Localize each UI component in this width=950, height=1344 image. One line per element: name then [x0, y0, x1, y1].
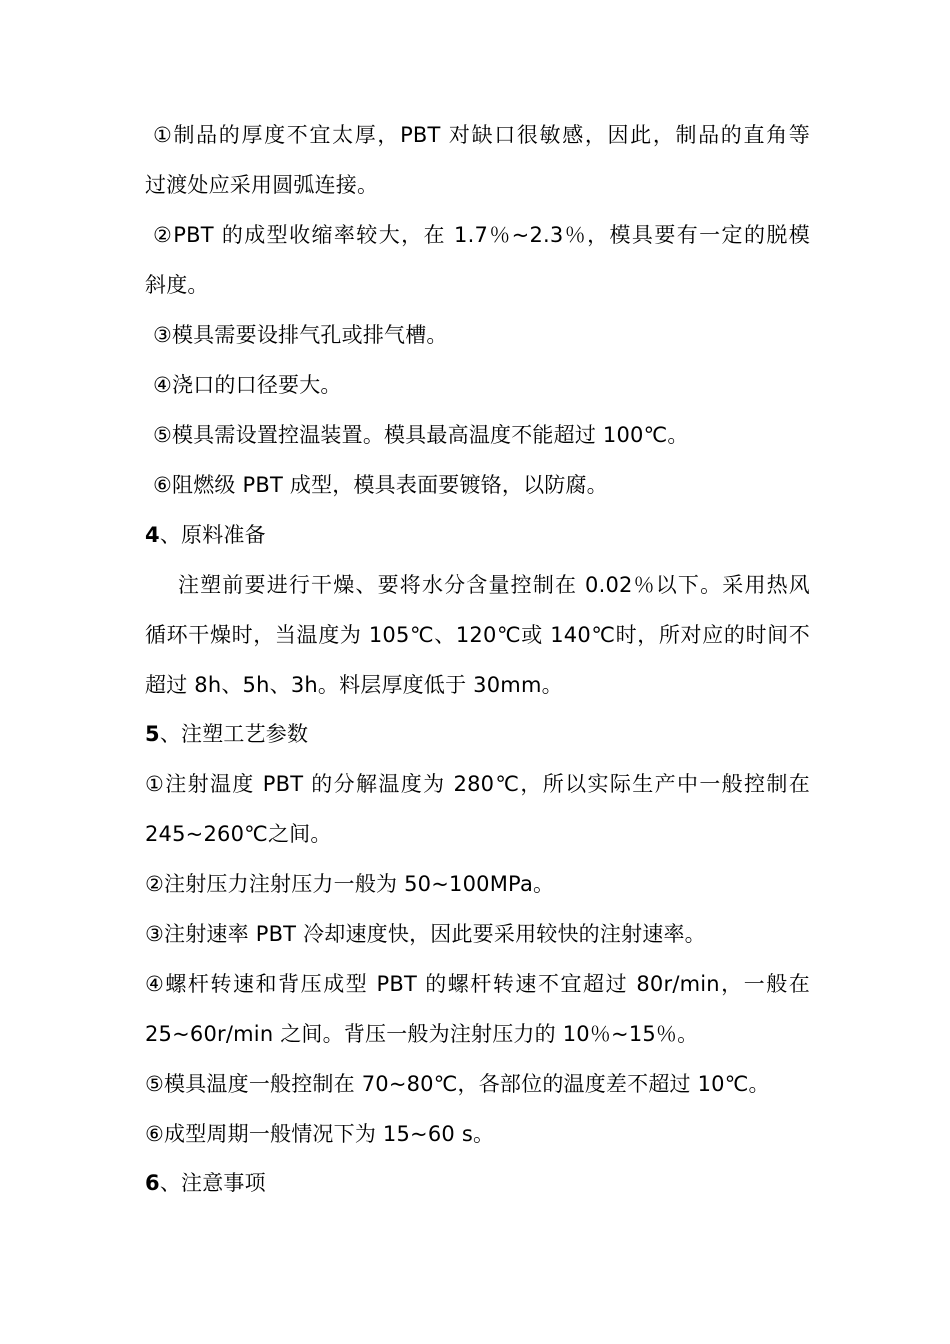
- paragraph-line: ①注射温度 PBT 的分解温度为 280℃，所以实际生产中一般控制在: [145, 772, 810, 796]
- paragraph-line: ①制品的厚度不宜太厚，PBT 对缺口很敏感，因此，制品的直角等: [153, 123, 810, 147]
- paragraph-line: ⑤模具需设置控温装置。模具最高温度不能超过 100℃。: [153, 423, 689, 447]
- paragraph-line: ③模具需要设排气孔或排气槽。: [153, 323, 448, 347]
- paragraph-line: ⑥成型周期一般情况下为 15~60 s。: [145, 1122, 495, 1146]
- paragraph-line: ④螺杆转速和背压成型 PBT 的螺杆转速不宜超过 80r/min，一般在: [145, 972, 810, 996]
- paragraph-line: ⑥阻燃级 PBT 成型，模具表面要镀铬，以防腐。: [153, 473, 608, 497]
- heading-number: 5: [145, 722, 160, 746]
- paragraph-line: ④浇口的口径要大。: [153, 373, 342, 397]
- section-heading-6: [145, 1168, 810, 1198]
- heading-number: 6: [145, 1171, 160, 1195]
- section-heading-5: [145, 719, 810, 749]
- heading-text: 、注意事项: [159, 1171, 266, 1195]
- paragraph-line: 过渡处应采用圆弧连接。: [145, 173, 379, 197]
- paragraph-line: ⑤模具温度一般控制在 70~80℃，各部位的温度差不超过 10℃。: [145, 1072, 770, 1096]
- paragraph-line: 循环干燥时，当温度为 105℃、120℃或 140℃时，所对应的时间不: [145, 623, 810, 647]
- paragraph-line: 注塑前要进行干燥、要将水分含量控制在 0.02％以下。采用热风: [178, 573, 810, 597]
- heading-text: 、注塑工艺参数: [159, 722, 309, 746]
- section-heading-4: [145, 520, 810, 550]
- paragraph-line: 25~60r/min 之间。背压一般为注射压力的 10％~15％。: [145, 1022, 699, 1046]
- paragraph-line: ②注射压力注射压力一般为 50~100MPa。: [145, 872, 555, 896]
- paragraph-line: ②PBT 的成型收缩率较大，在 1.7％~2.3％，模具要有一定的脱模: [153, 223, 810, 247]
- paragraph-line: 超过 8h、5h、3h。料层厚度低于 30mm。: [145, 673, 563, 697]
- paragraph-line: 斜度。: [145, 273, 209, 297]
- paragraph-line: 245~260℃之间。: [145, 822, 332, 846]
- paragraph-line: ③注射速率 PBT 冷却速度快，因此要采用较快的注射速率。: [145, 922, 706, 946]
- heading-text: 、原料准备: [159, 523, 266, 547]
- heading-number: 4: [145, 523, 160, 547]
